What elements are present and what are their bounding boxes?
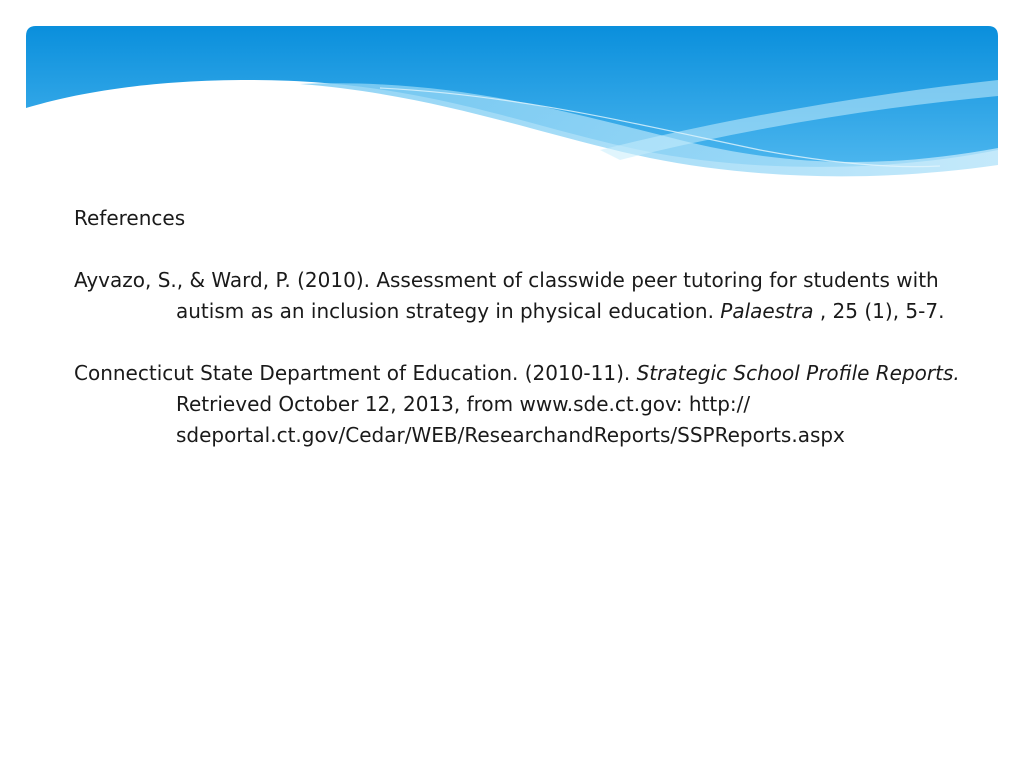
header-band-shape <box>26 26 998 167</box>
reference-entry <box>74 265 974 327</box>
reference-details: Retrieved October 12, 2013, from www.sde.ct.gov: http:// sdeportal.ct.gov/Cedar/WEB/ResearchandReports/SSPReports.aspx <box>176 392 845 447</box>
reference-details: , 25 (1), 5-7. <box>813 299 945 323</box>
references-heading: References <box>74 206 186 230</box>
reference-source-title: Palaestra <box>720 299 814 323</box>
header-wave-banner <box>0 0 1024 200</box>
reference-text: Ayvazo, S., & Ward, P. (2010). Assessment of classwide peer tutoring for students with autism as an inclusion strategy in physical education. <box>74 268 939 323</box>
reference-source-title: Strategic School Profile Reports. <box>636 361 960 385</box>
reference-text: Connecticut State Department of Education. (2010-11). <box>74 361 637 385</box>
references-content <box>74 203 974 482</box>
reference-entry <box>74 358 974 451</box>
